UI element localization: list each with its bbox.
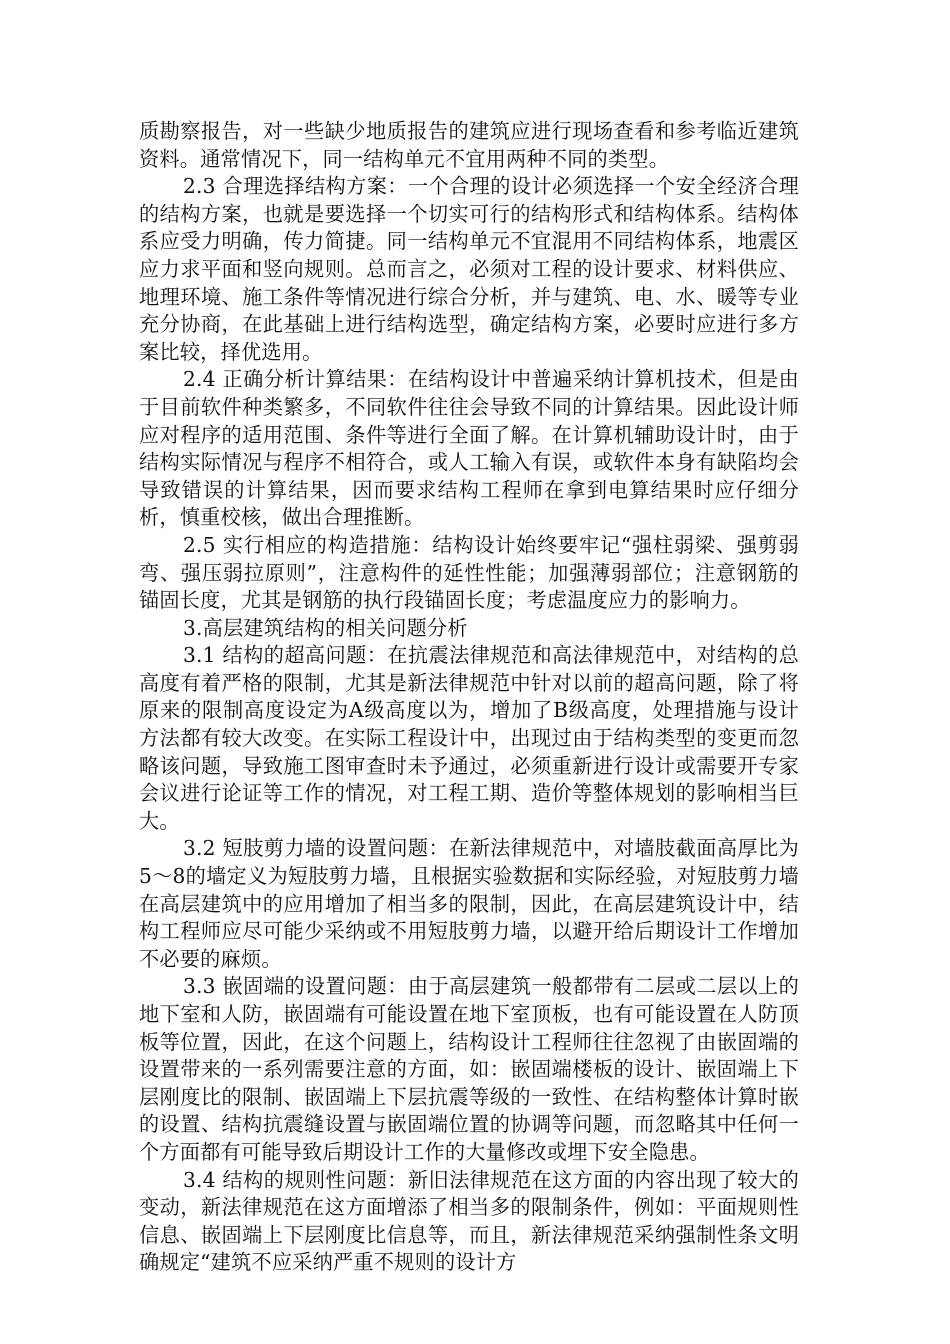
document-body — [139, 118, 799, 1277]
paragraph-2-3: 2.3 合理选择结构方案：一个合理的设计必须选择一个安全经济合理的结构方案，也就是要选择一个切实可行的结构形式和结构体系。结构体系应受力明确，传力简捷。同一结构单元不宜混用不同结构体系，地震区应力求平面和竖向规则。总而言之，必须对工程的设计要求、材料供应、地理环境、施工条件等情况进行综合分析，并与建筑、电、水、暖等专业充分协商，在此基础上进行结构选型，确定结构方案，必要时应进行多方案比较，择优选用。 — [139, 174, 799, 364]
paragraph-3-2: 3.2 短肢剪力墙的设置问题：在新法律规范中，对墙肢截面高厚比为5～8的墙定义为短肢剪力墙，且根据实验数据和实际经验，对短肢剪力墙在高层建筑中的应用增加了相当多的限制，因此，在高层建筑设计中，结构工程师应尽可能少采纳或不用短肢剪力墙，以避开给后期设计工作增加不必要的麻烦。 — [139, 836, 799, 971]
paragraph-3-3: 3.3 嵌固端的设置问题：由于高层建筑一般都带有二层或二层以上的地下室和人防，嵌固端有可能设置在地下室顶板，也有可能设置在人防顶板等位置，因此，在这个问题上，结构设计工程师往往忽视了由嵌固端的设置带来的一系列需要注意的方面，如：嵌固端楼板的设计、嵌固端上下层刚度比的限制、嵌固端上下层抗震等级的一致性、在结构整体计算时嵌的设置、结构抗震缝设置与嵌固端位置的协调等问题，而忽略其中任何一个方面都有可能导致后期设计工作的大量修改或埋下安全隐患。 — [139, 974, 799, 1164]
paragraph-3-1: 3.1 结构的超高问题：在抗震法律规范和高法律规范中，对结构的总高度有着严格的限制，尤其是新法律规范中针对以前的超高问题，除了将原来的限制高度设定为A级高度以为，增加了B级高度，处理措施与设计方法都有较大改变。在实际工程设计中，出现过由于结构类型的变更而忽略该问题，导致施工图审查时未予通过，必须重新进行设计或需要开专家会议进行论证等工作的情况，对工程工期、造价等整体规划的影响相当巨大。 — [139, 643, 799, 833]
paragraph-2-5: 2.5 实行相应的构造措施：结构设计始终要牢记“强柱弱梁、强剪弱弯、强压弱拉原则”，注意构件的延性性能；加强薄弱部位；注意钢筋的锚固长度，尤其是钢筋的执行段锚固长度；考虑温度应力的影响力。 — [139, 532, 799, 613]
section-heading-3: 3.高层建筑结构的相关问题分析 — [183, 615, 468, 640]
paragraph-continued: 质勘察报告，对一些缺少地质报告的建筑应进行现场查看和参考临近建筑资料。通常情况下，同一结构单元不宜用两种不同的类型。 — [139, 119, 799, 171]
paragraph-2-4: 2.4 正确分析计算结果：在结构设计中普遍采纳计算机技术，但是由于目前软件种类繁多，不同软件往往会导致不同的计算结果。因此设计师应对程序的适用范围、条件等进行全面了解。在计算机辅助设计时，由于结构实际情况与程序不相符合，或人工输入有误，或软件本身有缺陷均会导致错误的计算结果，因而要求结构工程师在拿到电算结果时应仔细分析，慎重校核，做出合理推断。 — [139, 367, 799, 530]
paragraph-3-4: 3.4 结构的规则性问题：新旧法律规范在这方面的内容出现了较大的变动，新法律规范在这方面增添了相当多的限制条件，例如：平面规则性信息、嵌固端上下层刚度比信息等，而且，新法律规范采纳强制性条文明确规定“建筑不应采纳严重不规则的设计方 — [139, 1167, 799, 1275]
